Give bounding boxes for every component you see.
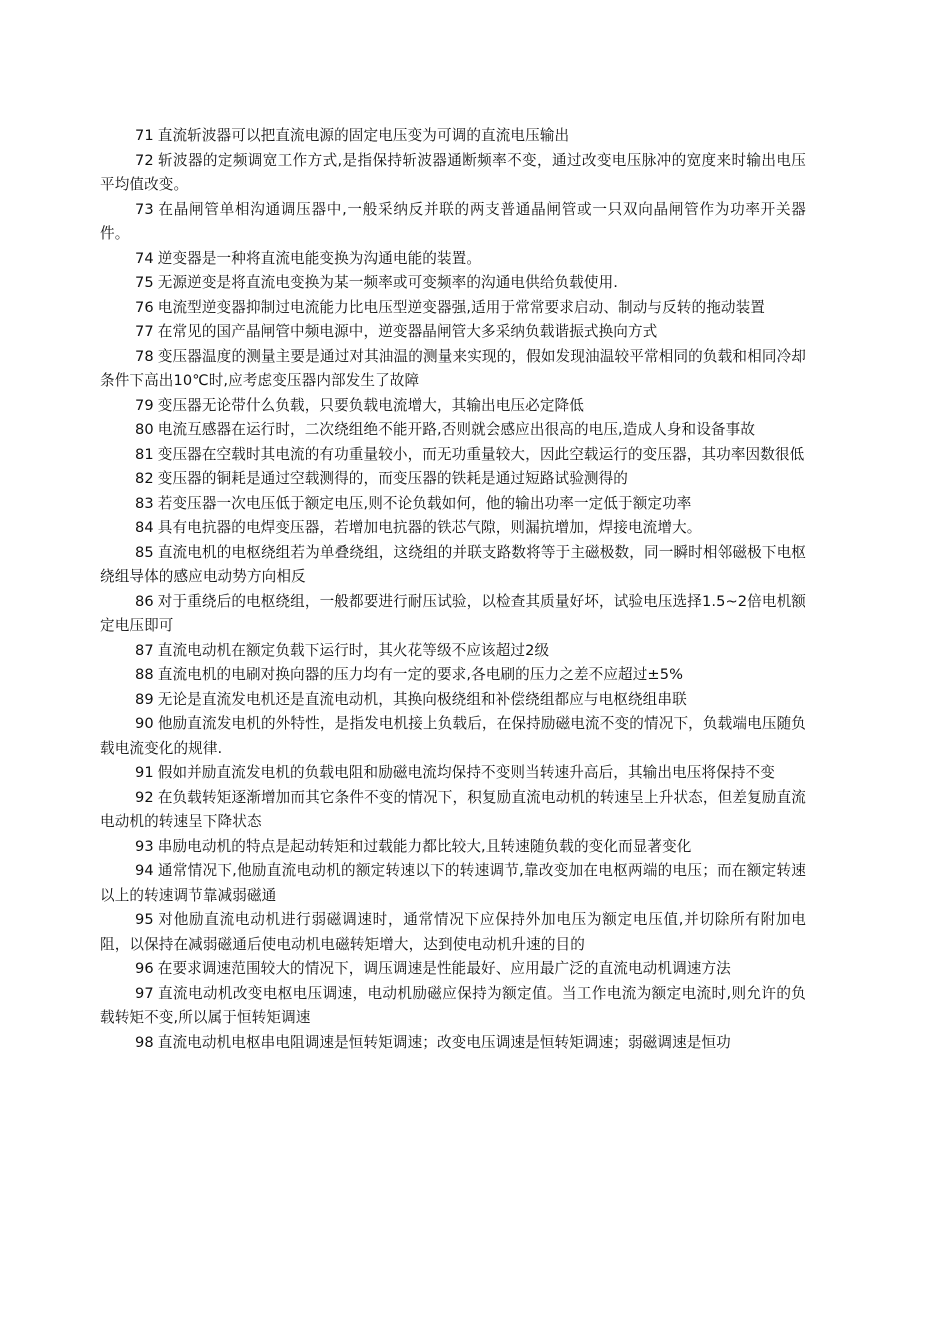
statement-text: 无源逆变是将直流电变换为某一频率或可变频率的沟通电供给负载使用. [157, 274, 619, 291]
statement-text: 若变压器一次电压低于额定电压,则不论负载如何，他的输出功率一定低于额定功率 [157, 494, 692, 512]
statement-text: 在要求调速范围较大的情况下，调压调速是性能最好、应用最广泛的直流电动机调速方法 [157, 960, 731, 977]
statement-item [100, 688, 806, 713]
statement-text: 具有电抗器的电焊变压器，若增加电抗器的铁芯气隙，则漏抗增加，焊接电流增大。 [157, 519, 702, 536]
statement-item [100, 859, 806, 908]
statement-number: 92 [135, 788, 154, 806]
statement-text: 直流电动机在额定负载下运行时，其火花等级不应该超过2级 [157, 641, 550, 659]
statement-number: 94 [135, 862, 154, 879]
statement-item [100, 320, 806, 345]
statement-text: 他励直流发电机的外特性，是指发电机接上负载后，在保持励磁电流不变的情况下，负载端电压随负载电流变化的规律. [100, 715, 806, 757]
statement-number: 76 [135, 298, 154, 316]
statement-number: 75 [135, 274, 154, 291]
document-body [100, 124, 806, 1055]
statement-number: 90 [135, 715, 154, 732]
statement-item [100, 908, 806, 957]
statement-item [100, 198, 806, 247]
statement-item [100, 541, 806, 590]
statement-item [100, 982, 806, 1031]
statement-text: 假如并励直流发电机的负载电阻和励磁电流均保持不变则当转速升高后，其输出电压将保持不变 [157, 764, 775, 781]
statement-text: 直流电机的电枢绕组若为单叠绕组，这绕组的并联支路数将等于主磁极数，同一瞬时相邻磁极下电枢绕组导体的感应电动势方向相反 [100, 543, 806, 585]
statement-number: 87 [135, 641, 154, 659]
statement-item [100, 663, 806, 688]
statement-text: 逆变器是一种将直流电能变换为沟通电能的装置。 [157, 249, 482, 267]
statement-number: 72 [135, 151, 154, 169]
statement-item [100, 786, 806, 835]
statement-number: 83 [135, 494, 154, 512]
statement-text: 直流斩波器可以把直流电源的固定电压变为可调的直流电压输出 [157, 127, 570, 144]
statement-text: 对他励直流电动机进行弱磁调速时，通常情况下应保持外加电压为额定电压值,并切除所有附加电阻，以保持在减弱磁通后使电动机电磁转矩增大，达到使电动机升速的目的 [100, 911, 806, 953]
statement-item [100, 296, 806, 321]
statement-text: 斩波器的定频调宽工作方式,是指保持斩波器通断频率不变，通过改变电压脉冲的宽度来时输出电压平均值改变。 [100, 151, 806, 193]
statement-text: 在常见的国产晶闸管中频电源中，逆变器晶闸管大多采纳负载谐振式换向方式 [157, 323, 658, 340]
statement-item [100, 590, 806, 639]
statement-item [100, 761, 806, 786]
statement-number: 77 [135, 323, 154, 340]
statement-number: 81 [135, 445, 154, 463]
statement-number: 85 [135, 543, 154, 561]
statement-number: 74 [135, 249, 154, 267]
statement-text: 直流电动机改变电枢电压调速，电动机励磁应保持为额定值。当工作电流为额定电流时,则允许的负载转矩不变,所以属于恒转矩调速 [100, 984, 806, 1026]
statement-number: 93 [135, 837, 154, 855]
statement-item [100, 712, 806, 761]
statement-item [100, 345, 806, 394]
statement-number: 73 [135, 200, 154, 218]
statement-item [100, 271, 806, 296]
statement-number: 80 [135, 421, 154, 438]
statement-number: 96 [135, 960, 154, 977]
statement-number: 95 [135, 911, 154, 928]
statement-text: 变压器在空载时其电流的有功重量较小，而无功重量较大，因此空载运行的变压器，其功率因数很低 [157, 445, 805, 463]
statement-item [100, 467, 806, 492]
statement-item [100, 418, 806, 443]
statement-text: 对于重绕后的电枢绕组，一般都要进行耐压试验，以检查其质量好坏，试验电压选择1.5~2倍电机额定电压即可 [100, 592, 806, 634]
statement-number: 78 [135, 347, 154, 365]
statement-item [100, 492, 806, 517]
statement-number: 79 [135, 396, 154, 414]
statement-item [100, 124, 806, 149]
statement-item [100, 516, 806, 541]
statement-item [100, 639, 806, 664]
statement-number: 86 [135, 592, 154, 610]
statement-item [100, 835, 806, 860]
statement-item [100, 149, 806, 198]
statement-item [100, 957, 806, 982]
statement-item [100, 443, 806, 468]
statement-number: 91 [135, 764, 154, 781]
statement-text: 直流电机的电刷对换向器的压力均有一定的要求,各电刷的压力之差不应超过±5% [157, 666, 684, 683]
statement-item [100, 247, 806, 272]
statement-text: 变压器无论带什么负载，只要负载电流增大，其输出电压必定降低 [157, 396, 584, 414]
statement-number: 84 [135, 519, 154, 536]
statement-number: 89 [135, 690, 154, 708]
statement-number: 97 [135, 984, 154, 1002]
statement-number: 82 [135, 470, 154, 487]
statement-item [100, 394, 806, 419]
statement-number: 71 [135, 127, 154, 144]
statement-text: 变压器的铜耗是通过空载测得的，而变压器的铁耗是通过短路试验测得的 [157, 470, 628, 487]
statement-text: 在晶闸管单相沟通调压器中,一般采纳反并联的两支普通晶闸管或一只双向晶闸管作为功率开关器件。 [100, 200, 806, 242]
statement-text: 变压器温度的测量主要是通过对其油温的测量来实现的，假如发现油温较平常相同的负载和相同冷却条件下高出10℃时,应考虑变压器内部发生了故障 [100, 347, 806, 389]
statement-text: 无论是直流发电机还是直流电动机，其换向极绕组和补偿绕组都应与电枢绕组串联 [157, 690, 687, 708]
statement-text: 在负载转矩逐渐增加而其它条件不变的情况下，积复励直流电动机的转速呈上升状态，但差复励直流电动机的转速呈下降状态 [100, 788, 806, 830]
statement-text: 电流型逆变器抑制过电流能力比电压型逆变器强,适用于常常要求启动、制动与反转的拖动装置 [157, 298, 765, 316]
statement-text: 串励电动机的特点是起动转矩和过载能力都比较大,且转速随负载的变化而显著变化 [157, 837, 692, 855]
statement-item [100, 1031, 806, 1056]
statement-text: 电流互感器在运行时，二次绕组绝不能开路,否则就会感应出很高的电压,造成人身和设备事故 [157, 421, 756, 438]
statement-text: 通常情况下,他励直流电动机的额定转速以下的转速调节,靠改变加在电枢两端的电压；而在额定转速以上的转速调节靠减弱磁通 [100, 862, 806, 904]
statement-text: 直流电动机电枢串电阻调速是恒转矩调速；改变电压调速是恒转矩调速；弱磁调速是恒功 [157, 1033, 731, 1051]
statement-number: 88 [135, 666, 154, 683]
statement-number: 98 [135, 1033, 154, 1051]
